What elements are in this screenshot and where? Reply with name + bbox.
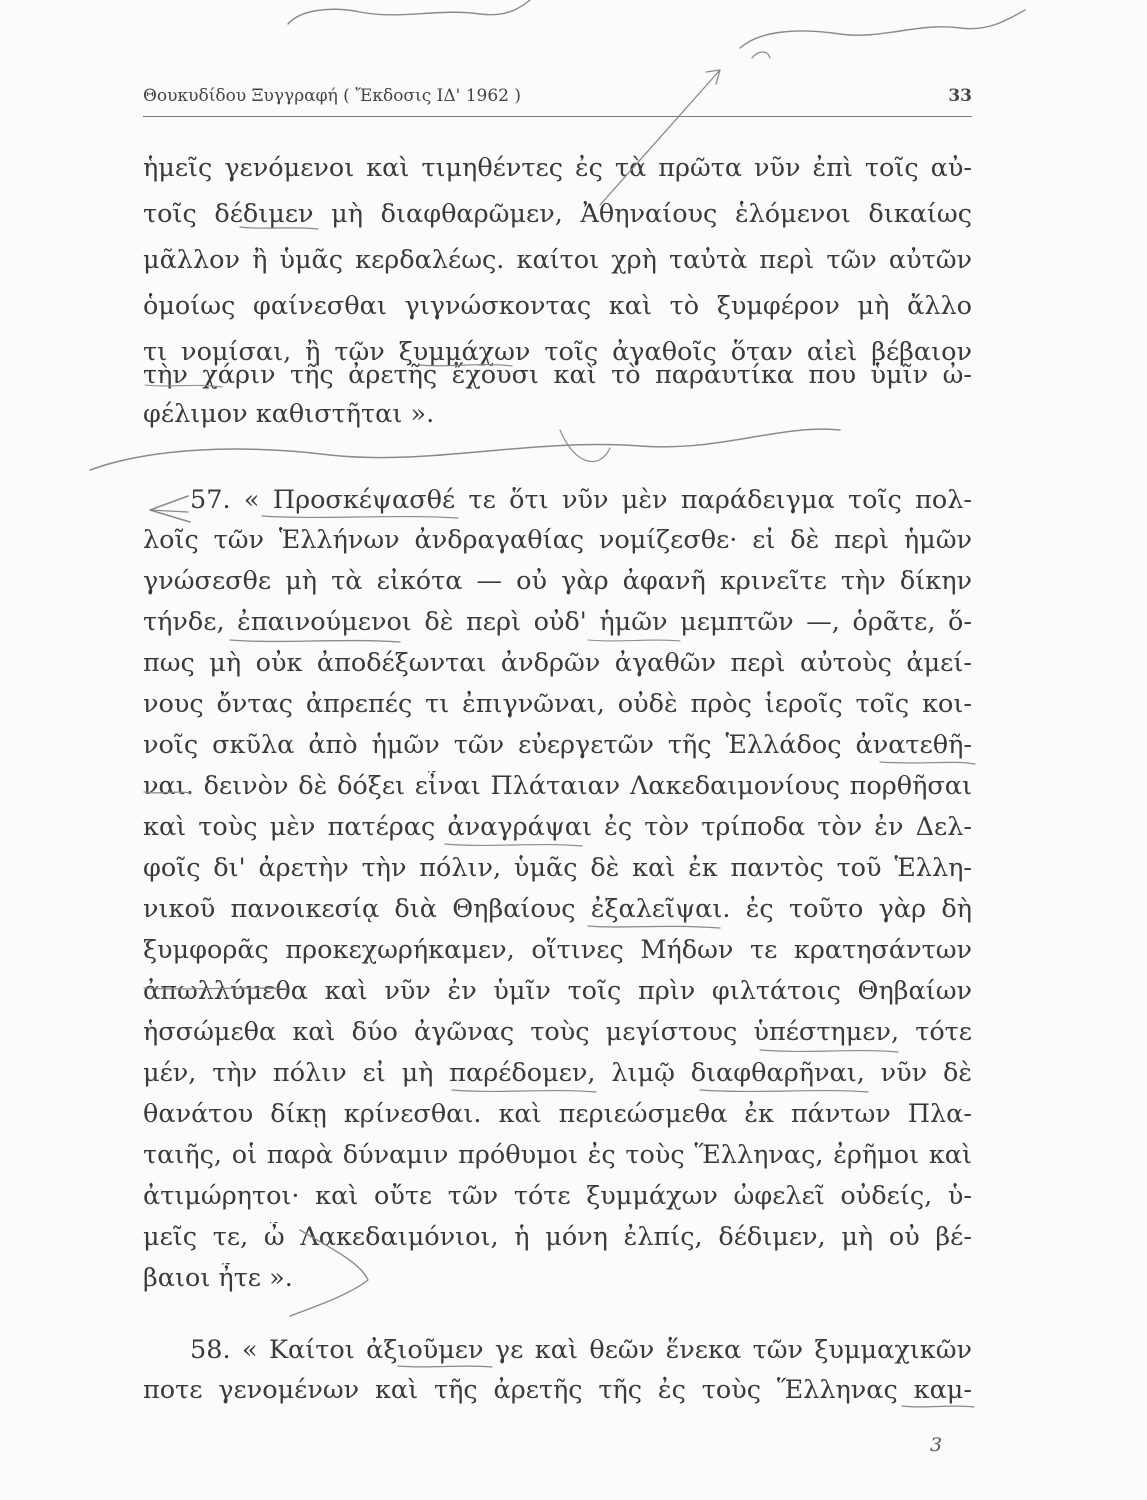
text-line: τήνδε, ἐπαινούμενοι δὲ περὶ οὐδ' ἡμῶν μεμπτῶν —, ὁρᾶτε, ὅ- xyxy=(143,607,972,637)
text-line: πως μὴ οὐκ ἀποδέξωνται ἀνδρῶν ἀγαθῶν περὶ αὐτοὺς ἀμεί- xyxy=(143,648,972,678)
header-rule xyxy=(143,116,972,117)
text-line: ἀτιμώρητοι· καὶ οὔτε τῶν τότε ξυμμάχων ὠφελεῖ οὐδείς, ὑ- xyxy=(143,1181,972,1211)
text-line: ἡσσώμεθα καὶ δύο ἀγῶνας τοὺς μεγίστους ὑπέστημεν, τότε xyxy=(143,1017,972,1047)
page-number: 33 xyxy=(948,86,972,106)
text-line: ὁμοίως φαίνεσθαι γιγνώσκοντας καὶ τὸ ξυμφέρον μὴ ἄλλο xyxy=(143,291,972,321)
text-line: θανάτου δίκῃ κρίνεσθαι. καὶ περιεώσμεθα ἐκ πάντων Πλα- xyxy=(143,1099,972,1129)
text-line: τοῖς δέδιμεν μὴ διαφθαρῶμεν, Ἀθηναίους ἑλόμενοι δικαίως xyxy=(143,199,972,229)
text-line: τι νομίσαι, ἢ τῶν ξυμμάχων τοῖς ἀγαθοῖς ὅταν αἰεὶ βέβαιον xyxy=(143,337,972,367)
folio-number: 3 xyxy=(930,1434,943,1456)
text-line: τὴν χάριν τῆς ἀρετῆς ἔχουσι καὶ τὸ παραυτίκα που ὑμῖν ὠ- xyxy=(143,360,972,390)
text-line: νους ὄντας ἀπρεπές τι ἐπιγνῶναι, οὐδὲ πρὸς ἱεροῖς τοῖς κοι- xyxy=(143,689,972,719)
text-line: φοῖς δι' ἀρετὴν τὴν πόλιν, ὑμᾶς δὲ καὶ ἐκ παντὸς τοῦ Ἑλλη- xyxy=(143,853,972,883)
text-line: καὶ τοὺς μὲν πατέρας ἀναγράψαι ἐς τὸν τρίποδα τὸν ἐν Δελ- xyxy=(143,812,972,842)
text-line: μᾶλλον ἢ ὑμᾶς κερδαλέως. καίτοι χρὴ ταὐτὰ περὶ τῶν αὐτῶν xyxy=(143,245,972,275)
text-line: φέλιμον καθιστῆται ». xyxy=(143,399,435,429)
running-header xyxy=(143,86,972,112)
text-line: λοῖς τῶν Ἑλλήνων ἀνδραγαθίας νομίζεσθε· εἰ δὲ περὶ ἡμῶν xyxy=(143,525,972,555)
section-57-first-line: 57. « Προσκέψασθέ τε ὅτι νῦν μὲν παράδειγμα τοῖς πολ- xyxy=(190,485,972,515)
text-line: ναι. δεινὸν δὲ δόξει εἶναι Πλάταιαν Λακεδαιμονίους πορθῆσαι xyxy=(143,771,972,801)
header-title: Θουκυδίδου Ξυγγραφή ( Ἔκδοσις ΙΔ' 1962 ) xyxy=(143,86,521,106)
text-line: ποτε γενομένων καὶ τῆς ἀρετῆς τῆς ἐς τοὺς Ἕλληνας καμ- xyxy=(143,1375,972,1405)
text-line: ταιῆς, οἱ παρὰ δύναμιν πρόθυμοι ἐς τοὺς Ἕλληνας, ἐρῆμοι καὶ xyxy=(143,1140,972,1170)
text-line: ἀπωλλύμεθα καὶ νῦν ἐν ὑμῖν τοῖς πρὶν φιλτάτοις Θηβαίων xyxy=(143,976,972,1006)
text-line: νοῖς σκῦλα ἀπὸ ἡμῶν τῶν εὐεργετῶν τῆς Ἑλλάδος ἀνατεθῆ- xyxy=(143,730,972,760)
text-line: νικοῦ πανοικεσίᾳ διὰ Θηβαίους ἐξαλεῖψαι. ἐς τοῦτο γὰρ δὴ xyxy=(143,894,972,924)
text-line: μέν, τὴν πόλιν εἰ μὴ παρέδομεν, λιμῷ διαφθαρῆναι, νῦν δὲ xyxy=(143,1058,972,1088)
text-line: ξυμφορᾶς προκεχωρήκαμεν, οἵτινες Μήδων τε κρατησάντων xyxy=(143,935,972,965)
text-line: βαιοι ἦτε ». xyxy=(143,1263,293,1293)
text-line: μεῖς τε, ὦ Λακεδαιμόνιοι, ἡ μόνη ἐλπίς, δέδιμεν, μὴ οὐ βέ- xyxy=(143,1222,972,1252)
text-line: γνώσεσθε μὴ τὰ εἰκότα — οὐ γὰρ ἀφανῆ κρινεῖτε τὴν δίκην xyxy=(143,566,972,596)
section-58-first-line: 58. « Καίτοι ἀξιοῦμεν γε καὶ θεῶν ἕνεκα τῶν ξυμμαχικῶν xyxy=(190,1335,972,1365)
text-line: ἡμεῖς γενόμενοι καὶ τιμηθέντες ἐς τὰ πρῶτα νῦν ἐπὶ τοῖς αὐ- xyxy=(143,153,972,183)
